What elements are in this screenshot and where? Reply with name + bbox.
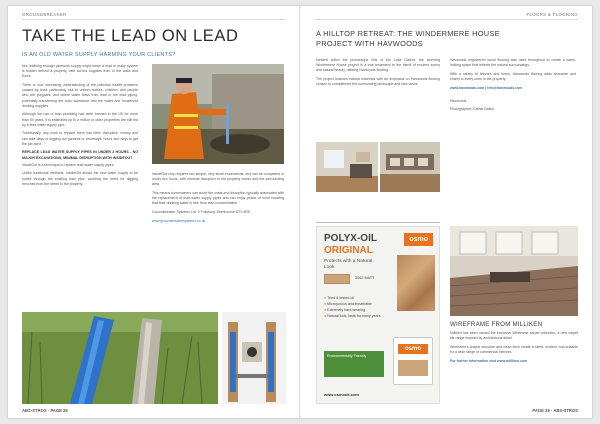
subheading: REPLACE LEAD WATER SUPPLY PIPES IN UNDER 2 HOURS - NO MAJOR EXCAVATIONS, MINIMAL DISRUPTION WITH INSIDEOUT	[22, 150, 138, 160]
divider	[314, 19, 578, 20]
osmo-logo: osmo	[404, 233, 433, 246]
paragraph: Traditionally, any work to replace them has been disruptive, messy and can take days of digging out gardens or driveways, hours and days to get the job done.	[22, 131, 138, 146]
ad-url[interactable]: www.osmouk.com	[324, 392, 359, 397]
paragraph: This means homeowners can avoid the costs and disruption typically associated with the replacement of lead water supply pipes and can enjoy peace of mind knowing that their drinking water is free from lead contamination.	[152, 191, 284, 206]
page-headline: TAKE THE LEAD ON LEAD	[22, 27, 239, 45]
paragraph: Nestled within the picturesque hills of the Lake District, the stunning Windermere House project is a true testament to the blend of modern luxury and natural beauty, utilising Havwoods flooring.	[316, 58, 440, 73]
ad-bullet-list	[324, 295, 394, 319]
pipe-diagram-art	[222, 312, 286, 404]
ad-bullet: ● Tried & tested oil	[324, 296, 354, 300]
wireframe-photo-art	[450, 226, 578, 316]
divider	[316, 222, 440, 223]
paragraph: Milliken has been named the exclusive Wireframe carpet collection, a new carpet tile range inspired by architectural detail.	[450, 331, 578, 341]
standfirst: IS AN OLD WATER SUPPLY HARMING YOUR CLIENTS?	[22, 52, 176, 58]
havwoods-link[interactable]: www.havwoods.com | info@havwoods.com	[450, 85, 523, 90]
color-chip	[324, 274, 350, 284]
page-folio: PAGE 25 · ABS-STROS	[532, 408, 578, 413]
feature-column-right	[450, 58, 576, 116]
pipes-photo	[22, 312, 218, 404]
column-right	[152, 172, 284, 227]
paragraph: There is now increasing understanding of the potential health problems caused by lead, particularly risk to unborn babies, children, and people who are pregnant, and where water flows from lead or the lead piping, potentially transferring the toxic substance into the water and household drinking supplies.	[22, 83, 138, 108]
interior-photo-2	[380, 142, 440, 192]
milliken-link[interactable]: For further information visit www.milliken.com	[450, 358, 528, 363]
feature2-column	[450, 331, 578, 367]
paragraph: Havwoods engineered wood flooring was used throughout to create a warm, inviting space that reflects the natural surroundings.	[450, 58, 576, 68]
osmo-advert[interactable]	[316, 226, 440, 404]
wood-swatch	[397, 255, 435, 311]
page-folio: ABS-STROS · PAGE 26	[22, 408, 68, 413]
paragraph: Not realising enough pipework supply might mean a lead or leaky system is hidden behind a property, with ad-hoc supplies from in the walls and floors.	[22, 64, 138, 79]
feature-column-left	[316, 58, 440, 91]
paragraph: Although the use of lead plumbing has been banned in the UK for more than 50 years, it is estimated up to a million or older properties are still fed by a lead water supply pipe.	[22, 112, 138, 127]
pipes-photo-art	[22, 312, 218, 404]
ad-bullet: ● Microporous and breathable	[324, 302, 372, 306]
credit-line: Havwoods	[450, 98, 467, 103]
paragraph: Groundbreaker Systems Ltd, 3 Follybury, Sherbourne DT9 4RE	[152, 210, 251, 214]
paragraph: Unlike traditional methods, InsideOut allows the new water supply to be pulled through the existing lead pipe, avoiding the need for digging trenches from the street to the property.	[22, 171, 138, 186]
ad-tagline: Protects with a Natural Look	[324, 259, 373, 270]
running-head: FLOORS & FLOORING	[526, 12, 578, 17]
website-link[interactable]: www.groundbreakersystems.co.uk	[152, 218, 206, 223]
credit-line: Photographer: Cathal Dalton	[450, 107, 495, 112]
running-head: GROUNDBREAKER	[22, 12, 67, 17]
paragraph: With a variety of finishes and tones, Havwoods flooring adds character and charm to every room in the property.	[450, 71, 576, 81]
tin-swatch	[398, 360, 428, 376]
workman-photo-art	[152, 64, 284, 164]
eco-badge	[324, 351, 384, 377]
osmo-tin	[393, 337, 433, 385]
ad-finish: 3062 MATT	[355, 276, 375, 280]
workman-photo	[152, 64, 284, 164]
paragraph: The project features natural materials with an emphasis on Havwoods flooring chosen to complement the surrounding landscape and lake views.	[316, 77, 440, 87]
magazine-spread	[8, 6, 592, 418]
feature-title: A HILLTOP RETREAT: THE WINDERMERE HOUSE PROJECT WITH HAVWOODS	[316, 29, 500, 48]
divider	[22, 19, 286, 20]
wireframe-photo	[450, 226, 578, 316]
pipe-diagram	[222, 312, 286, 404]
paragraph: Wireframe's unique structure and clean lines create a sleek, modern look suitable for a wide range of commercial interiors.	[450, 344, 578, 354]
interior-photo-1-art	[316, 142, 378, 192]
interior-photo-2-art	[380, 142, 440, 192]
feature2-title: WIREFRAME FROM MILLIKEN	[450, 321, 543, 328]
right-page	[300, 6, 592, 418]
tin-label: osmo	[398, 344, 428, 354]
paragraph: InsideOut only requires two simple, very small excavations, and can be completed in under two hours, with minimal disruption to the property owner and the surrounding area.	[152, 172, 284, 187]
ad-brand: POLYX-OIL	[324, 233, 377, 244]
paragraph: InsideOut is a technique to replace lead water supply pipes.	[22, 162, 115, 167]
eco-badge-text: Environmentally Friendly	[327, 354, 367, 358]
column-left	[22, 64, 138, 190]
ad-bullet: ● Extremely hard-wearing	[324, 308, 366, 312]
ad-bullet: ● Natural look, lasts for many years	[324, 314, 381, 318]
interior-photo-1	[316, 142, 378, 192]
ad-product: ORIGINAL	[324, 245, 373, 256]
left-page	[8, 6, 300, 418]
